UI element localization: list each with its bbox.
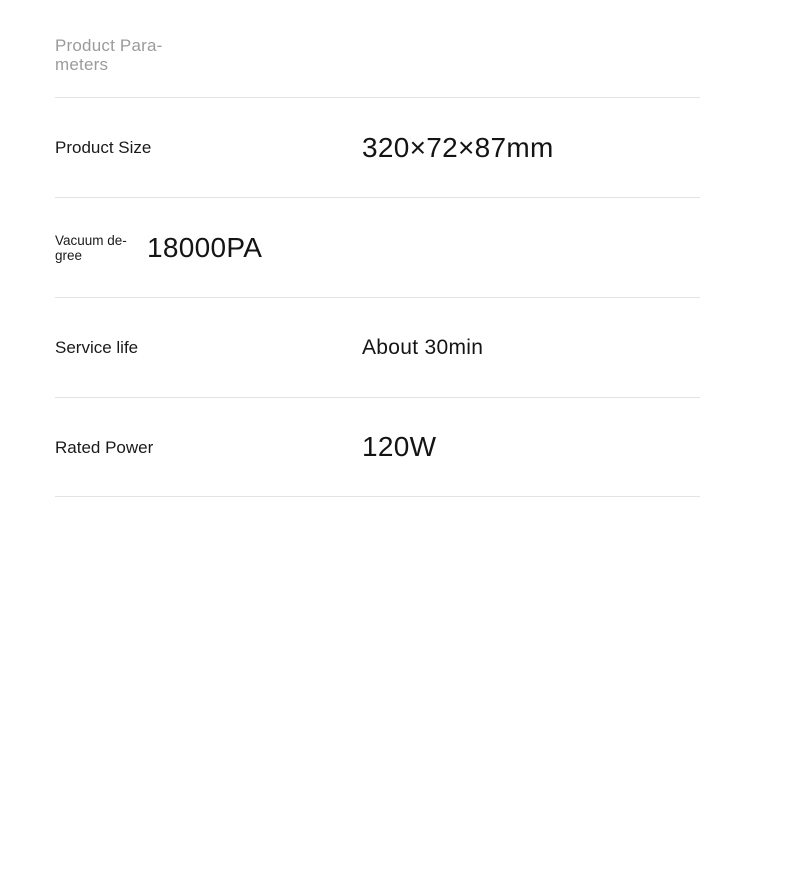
spec-label-vacuum-degree: Vacuum de- gree [55,232,127,263]
spec-table [55,97,700,497]
spec-value-vacuum-degree: 18000PA [147,231,263,263]
spec-value-rated-power: 120W [362,431,437,462]
spec-label-service-life: Service life [55,338,139,357]
page-title: Product Para- meters [55,36,163,74]
spec-value-service-life: About 30min [362,335,484,359]
spec-label-product-size: Product Size [55,138,152,157]
spec-label-rated-power: Rated Power [55,437,154,457]
table-row [55,197,700,297]
table-row [55,397,700,497]
table-row [55,97,700,197]
table-row [55,297,700,397]
spec-value-product-size: 320×72×87mm [362,131,554,163]
